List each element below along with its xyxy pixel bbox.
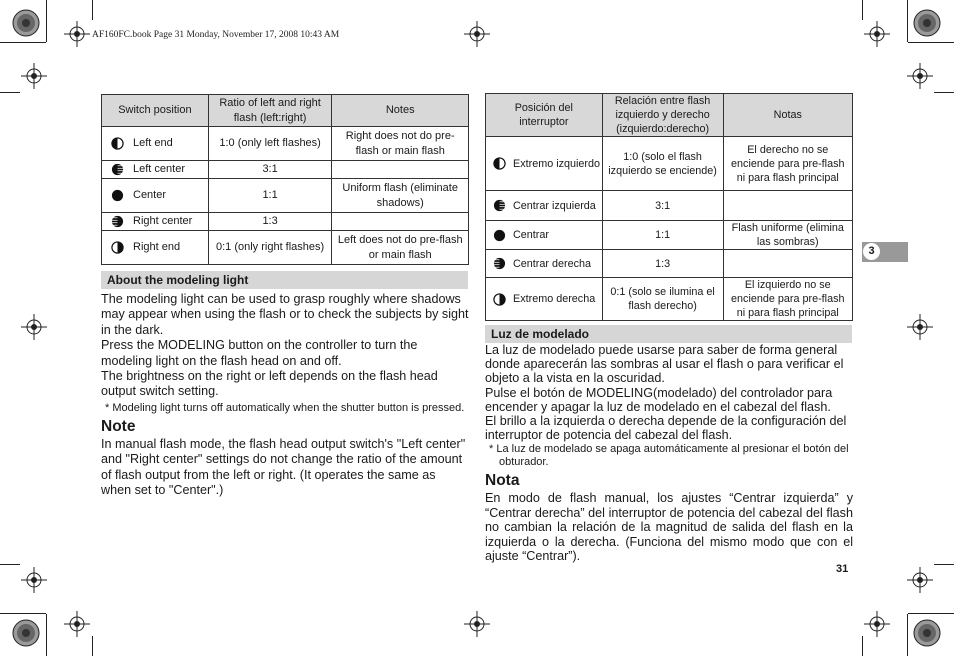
notes-cell — [723, 191, 852, 221]
center-icon — [493, 229, 506, 242]
ratio-cell: 1:3 — [602, 250, 723, 278]
registration-mark-icon — [464, 611, 490, 637]
registration-mark-icon — [64, 611, 90, 637]
position-label: Right center — [133, 215, 193, 228]
notes-cell: El izquierdo no se enciende para pre-flash ni para flash principal — [723, 278, 852, 321]
notes-cell — [332, 161, 469, 179]
paragraph: La luz de modelado puede usarse para saber de forma general donde aparecerán las sombras al usar el flash o para verificar el objeto a la vista en la oscuridad. — [485, 343, 844, 386]
registration-mark-icon — [21, 567, 47, 593]
section-title: About the modeling light — [101, 271, 468, 289]
registration-mark-icon — [21, 314, 47, 340]
registration-mark-icon — [907, 567, 933, 593]
english-switch-table — [101, 94, 469, 265]
position-label: Left center — [133, 163, 185, 176]
table-row — [486, 278, 853, 321]
table-row — [102, 161, 469, 179]
position-label: Centrar — [513, 229, 550, 242]
paragraph: The modeling light can be used to grasp roughly where shadows may appear when using the flash or to check the subjects by sight in the dark. — [101, 292, 469, 337]
paragraph: El brillo a la izquierda o derecha depende de la configuración del interruptor de potencia del cabezal del flash. — [485, 414, 847, 443]
table-row — [486, 137, 853, 191]
note-heading: Nota — [485, 472, 520, 490]
registration-mark-icon — [864, 611, 890, 637]
paragraph: Press the MODELING button on the controller to turn the modeling light on the flash head on and off. — [101, 338, 418, 368]
table-row — [102, 127, 469, 161]
notes-cell — [723, 250, 852, 278]
registration-mark-icon — [21, 63, 47, 89]
table-row — [102, 231, 469, 265]
table-row — [102, 213, 469, 231]
position-label: Right end — [133, 241, 181, 254]
chapter-number: 3 — [863, 243, 880, 260]
print-header: AF160FC.book Page 31 Monday, November 17, 2008 10:43 AM — [92, 30, 340, 40]
position-label: Extremo izquierdo — [513, 157, 601, 170]
column-header: Switch position — [102, 95, 209, 127]
ratio-cell: 3:1 — [602, 191, 723, 221]
ratio-cell: 1:1 — [602, 221, 723, 250]
color-bar-ring-icon — [913, 9, 941, 37]
position-label: Centrar izquierda — [513, 199, 596, 212]
left-end-icon — [111, 137, 124, 150]
notes-cell: Right does not do pre-flash or main flash — [332, 127, 469, 161]
note-heading: Note — [101, 417, 136, 435]
right-center-icon — [493, 257, 506, 270]
ratio-cell: 0:1 (solo se ilumina el flash derecho) — [602, 278, 723, 321]
notes-cell: Flash uniforme (elimina las sombras) — [723, 221, 852, 250]
ratio-cell: 1:3 — [208, 213, 332, 231]
note-text: En modo de flash manual, los ajustes “Centrar izquierda” y “Centrar derecha” del interruptor de potencia del cabezal del flash no cambian la relación de la magnitud de salida del flash en la izquierda o la derecha. (Funciona del mismo modo que con el ajuste “Centrar”). — [485, 491, 853, 564]
table-header-row — [486, 94, 853, 137]
column-header: Relación entre flash izquierdo y derecho (izquierdo:derecho) — [602, 94, 723, 137]
table-row — [486, 191, 853, 221]
center-icon — [111, 189, 124, 202]
left-center-icon — [111, 163, 124, 176]
right-end-icon — [493, 293, 506, 306]
spanish-body — [485, 343, 853, 563]
column-header: Ratio of left and right flash (left:right) — [208, 95, 332, 127]
section-title: Luz de modelado — [485, 325, 852, 343]
color-bar-ring-icon — [913, 619, 941, 647]
right-center-icon — [111, 215, 124, 228]
paragraph: The brightness on the right or left depends on the flash head output switch setting. — [101, 369, 438, 399]
ratio-cell: 0:1 (only right flashes) — [208, 231, 332, 265]
color-bar-ring-icon — [12, 619, 40, 647]
registration-mark-icon — [464, 21, 490, 47]
registration-mark-icon — [64, 21, 90, 47]
left-center-icon — [493, 199, 506, 212]
registration-mark-icon — [907, 63, 933, 89]
position-label: Centrar derecha — [513, 257, 592, 270]
color-bar-ring-icon — [12, 9, 40, 37]
right-end-icon — [111, 241, 124, 254]
registration-mark-icon — [864, 21, 890, 47]
page-number: 31 — [836, 563, 849, 575]
registration-mark-icon — [907, 314, 933, 340]
notes-cell: El derecho no se enciende para pre-flash ni para flash principal — [723, 137, 852, 191]
footnote: * Modeling light turns off automatically when the shutter button is pressed. — [105, 401, 465, 414]
table-row — [486, 221, 853, 250]
column-header: Notas — [723, 94, 852, 137]
column-header: Posición del interruptor — [486, 94, 603, 137]
footnote: * La luz de modelado se apaga automáticamente al presionar el botón del obturador. — [489, 443, 849, 469]
position-label: Extremo derecha — [513, 293, 596, 306]
chapter-tab — [862, 242, 908, 262]
ratio-cell: 1:0 (solo el flash izquierdo se enciende) — [602, 137, 723, 191]
ratio-cell: 1:0 (only left flashes) — [208, 127, 332, 161]
left-end-icon — [493, 157, 506, 170]
ratio-cell: 3:1 — [208, 161, 332, 179]
notes-cell: Left does not do pre-flash or main flash — [332, 231, 469, 265]
position-label: Center — [133, 189, 167, 202]
note-text: In manual flash mode, the flash head output switch's "Left center" and "Right center" settings do not change the ratio of the amount of flash output from the left or right. (It operates the same as when set to "Center".) — [101, 436, 466, 498]
english-body — [101, 292, 469, 498]
spanish-switch-table — [485, 93, 853, 321]
table-row — [486, 250, 853, 278]
notes-cell — [332, 213, 469, 231]
table-header-row — [102, 95, 469, 127]
table-row — [102, 179, 469, 213]
paragraph: Pulse el botón de MODELING(modelado) del controlador para encender y apagar la luz de modelado en el cabezal del flash. — [485, 385, 833, 414]
position-label: Left end — [133, 137, 173, 150]
column-header: Notes — [332, 95, 469, 127]
notes-cell: Uniform flash (eliminate shadows) — [332, 179, 469, 213]
ratio-cell: 1:1 — [208, 179, 332, 213]
